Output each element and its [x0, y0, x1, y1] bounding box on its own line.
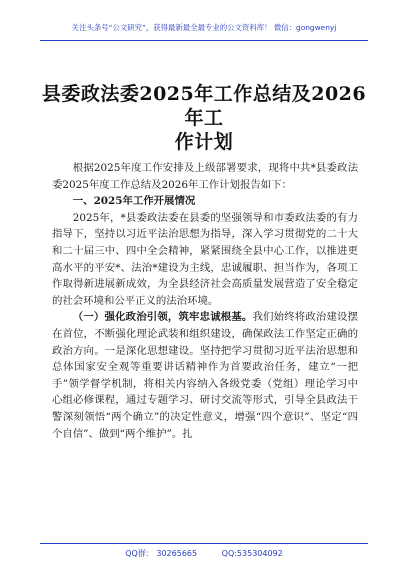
header-banner: 关注头条号“公文研究”，获得最新最全最专业的公文资料库！ 微信：gongwenyj: [71, 23, 337, 32]
subsection-paragraph: [52, 309, 358, 442]
section-paragraph: 2025年，*县委政法委在县委的坚强领导和市委政法委的有力指导下，坚持以习近平法治思想为指导，深入学习贯彻党的二十大和二十届三中、四中全会精神，紧紧围绕全县中心工作，以推进更高水平的平安*、法治*建设为主线，忠诚履职、担当作为，各项工作取得新进展新成效，为全县经济社会高质量发展营造了安全稳定的社会环境和公平正义的法治环境。: [52, 211, 358, 307]
intro-paragraph: 根据2025年度工作安排及上级部署要求，现将中共*县委政法委2025年度工作总结及2026年工作计划报告如下：: [52, 162, 358, 191]
title-line-1: 县委政法委2025年工作总结及2026年工: [41, 83, 367, 129]
header-divider: [40, 40, 368, 41]
footer-qq: QQ:535304092: [221, 549, 283, 558]
section-heading: 一、2025年工作开展情况: [72, 195, 196, 208]
subsection-lead: （一）强化政治引领，筑牢忠诚根基。: [72, 311, 253, 324]
footer-qq-group: QQ群： 30265665: [125, 549, 198, 558]
title-line-2: 作计划: [174, 131, 234, 153]
subsection-text: 我们始终将政治建设摆在首位，不断强化理论武装和组织建设，确保政法工作坚定正确的政治方向。一是深化思想建设。坚持把学习贯彻习近平法治思想和总体国家安全观等重要讲话精神作为首要政治任务，建立“一把手”领学督学机制，将相关内容纳入各级党委（党组）理论学习中心组必修课程，通过专题学习、研讨交流等形式，引导全县政法干警深刻领悟“两个确立”的决定性意义，增强“四个意识”、坚定“四个自信”、做到“两个维护”。扎: [52, 311, 359, 440]
document-body: [52, 160, 358, 442]
footer: [0, 548, 408, 559]
document-title: [40, 82, 368, 154]
footer-divider: [40, 543, 368, 544]
